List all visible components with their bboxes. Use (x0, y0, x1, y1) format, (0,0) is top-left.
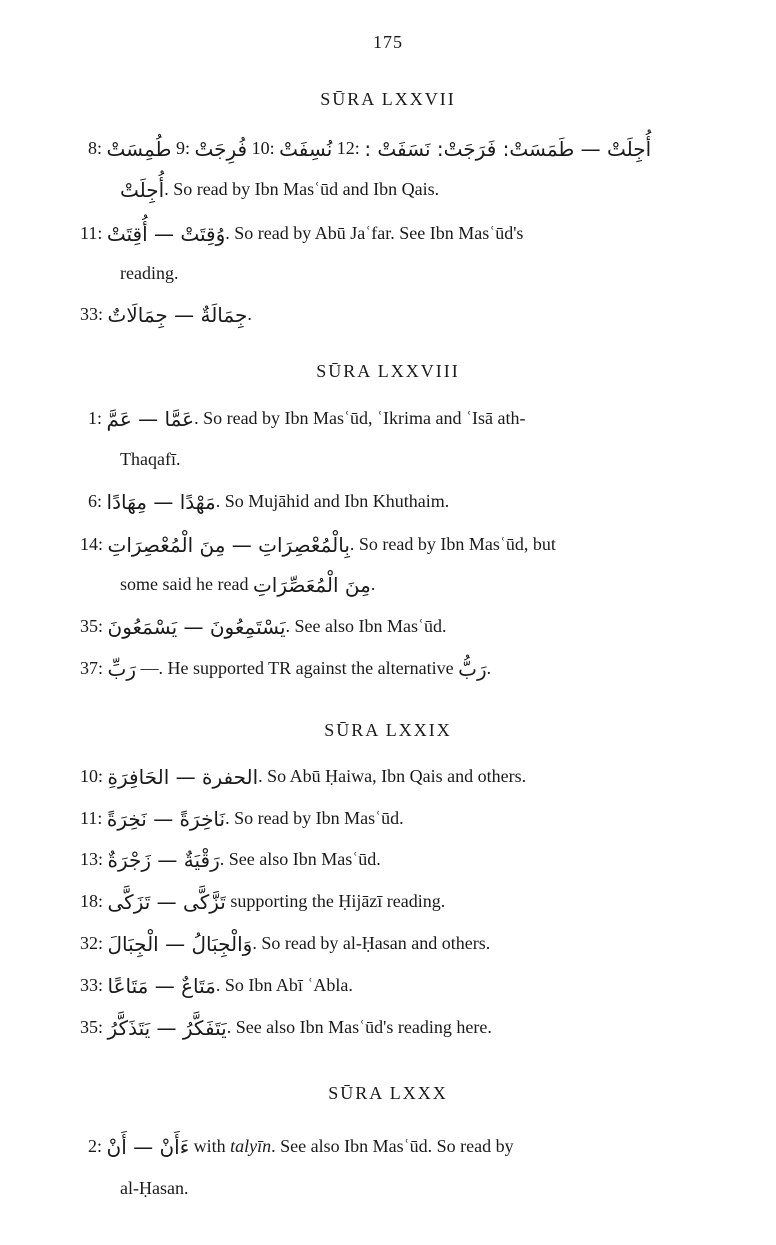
arabic-reading: بِالْمُعْصِرَاتِ — مِنَ الْمُعْصِرَاتِ (107, 533, 350, 557)
entry-line (88, 489, 449, 514)
entry-line (80, 221, 523, 246)
entry-line (80, 847, 381, 872)
verse-number: 10: (80, 766, 104, 786)
commentary-text: with (193, 1136, 226, 1156)
commentary-text: . So read by Ibn Masʿūd. (225, 808, 404, 828)
verse-number: 32: (80, 933, 104, 953)
arabic-reading: رَبُّ (458, 657, 487, 681)
verse-number: 14: (80, 534, 104, 554)
verse-number: 8: (88, 138, 103, 158)
commentary-text: . So read by Ibn Masʿūd and Ibn Qais. (164, 179, 440, 199)
commentary-text: . So read by Abū Jaʿfar. See Ibn Masʿūd's (225, 223, 524, 243)
entry-continuation (120, 572, 375, 597)
commentary-text: . So Ibn Abī ʿAbla. (215, 975, 353, 995)
entry-line (88, 136, 698, 161)
arabic-reading: مَهْدًا — مِهَادًا (106, 490, 216, 514)
arabic-reading: رَبِّ (107, 657, 137, 681)
verse-number: 9: (175, 138, 190, 158)
arabic-reading: أُجِلَتْ — طَمَسَتْ: فَرَجَتْ: نَسَفَتْ : (364, 137, 652, 161)
entry-continuation: reading. (120, 263, 179, 283)
entry-line (80, 806, 404, 831)
entry-line (88, 406, 525, 431)
arabic-reading: نَاخِرَةً — نَخِرَةً (106, 807, 226, 831)
commentary-text: . So read by Ibn Masʿūd, ʿIkrima and ʿIsā ath- (194, 408, 526, 428)
arabic-reading: رَقْيَةٌ — زَجْرَةٌ (107, 848, 220, 872)
sura-heading: SŪRA LXXIX (324, 720, 452, 740)
sura-heading: SŪRA LXXVIII (316, 361, 460, 381)
verse-number: 1: (88, 408, 103, 428)
verse-number: 11: (80, 808, 103, 828)
entry-continuation: Thaqafī. (120, 449, 181, 469)
arabic-reading: فُرِجَتْ (194, 137, 248, 161)
sura-heading: SŪRA LXXX (328, 1083, 448, 1103)
entry-line (80, 656, 491, 681)
arabic-reading: يَسْتَمِعُونَ — يَسْمَعُونَ (107, 615, 286, 639)
arabic-reading: الحفرة — الحَافِرَةِ (107, 765, 259, 789)
entry-line (80, 764, 526, 789)
arabic-reading: وُقِتَتْ — أُقِتَتْ (106, 222, 226, 246)
arabic-reading: نُسِفَتْ (279, 137, 333, 161)
verse-number: 33: (80, 975, 104, 995)
commentary-text: . So Abū Ḥaiwa, Ibn Qais and others. (258, 766, 527, 786)
arabic-reading: جِمَالَةٌ — جِمَالَاتٌ (107, 303, 248, 327)
arabic-reading: مِنَ الْمُعَصِّرَاتِ (252, 573, 371, 597)
entry-line (80, 302, 252, 327)
verse-number: 13: (80, 849, 104, 869)
commentary-text: some said he read (120, 574, 249, 594)
arabic-reading: مَتَاعٌ — مَتَاعًا (107, 974, 216, 998)
arabic-reading: يَتَفَكَّرُ — يَتَذَكَّرُ (107, 1016, 227, 1040)
entry-line (80, 532, 556, 557)
commentary-text: —. He supported TR against the alternative (140, 658, 454, 678)
arabic-reading: تَزَّكَّى — تَزَكَّى (107, 890, 226, 914)
commentary-text: . See also Ibn Masʿūd. (219, 849, 381, 869)
entry-line (80, 931, 490, 956)
arabic-reading: عَمَّا — عَمَّ (106, 407, 195, 431)
verse-number: 35: (80, 1017, 104, 1037)
commentary-text: . See also Ibn Masʿūd's reading here. (226, 1017, 492, 1037)
entry-line (80, 1015, 492, 1040)
verse-number: 6: (88, 491, 103, 511)
commentary-text: supporting the Ḥijāzī reading. (230, 891, 446, 911)
entry-continuation: al-Ḥasan. (120, 1178, 189, 1198)
entry-line (88, 1134, 514, 1159)
verse-number: 11: (80, 223, 103, 243)
sura-heading: SŪRA LXXVII (320, 89, 456, 109)
verse-number: 18: (80, 891, 104, 911)
entry-line (80, 973, 353, 998)
commentary-text: . See also Ibn Masʿūd. So read by (271, 1136, 514, 1156)
verse-number: 33: (80, 304, 104, 324)
arabic-reading: وَالْجِبَالُ — الْجِبَالَ (107, 932, 253, 956)
commentary-text: . So read by al-Ḥasan and others. (252, 933, 491, 953)
page-number: 175 (373, 32, 403, 52)
verse-number: 10: (251, 138, 275, 158)
entry-line (80, 614, 447, 639)
verse-number: 2: (88, 1136, 103, 1156)
commentary-text: . So Mujāhid and Ibn Khuthaim. (215, 491, 450, 511)
commentary-text: . (486, 658, 492, 678)
entry-line (80, 889, 445, 914)
commentary-text: . See also Ibn Masʿūd. (285, 616, 447, 636)
arabic-reading: ءَأَنْ — أَنْ (106, 1135, 190, 1159)
italic-term: talyīn (230, 1136, 272, 1156)
verse-number: 35: (80, 616, 104, 636)
commentary-text: . (247, 304, 252, 324)
verse-number: 12: (336, 138, 360, 158)
arabic-reading: طُمِسَتْ (106, 137, 172, 161)
entry-continuation (120, 177, 439, 202)
commentary-text: . So read by Ibn Masʿūd, but (349, 534, 556, 554)
arabic-reading: أُجِلَتْ (120, 178, 165, 202)
verse-number: 37: (80, 658, 104, 678)
commentary-text: . (370, 574, 376, 594)
